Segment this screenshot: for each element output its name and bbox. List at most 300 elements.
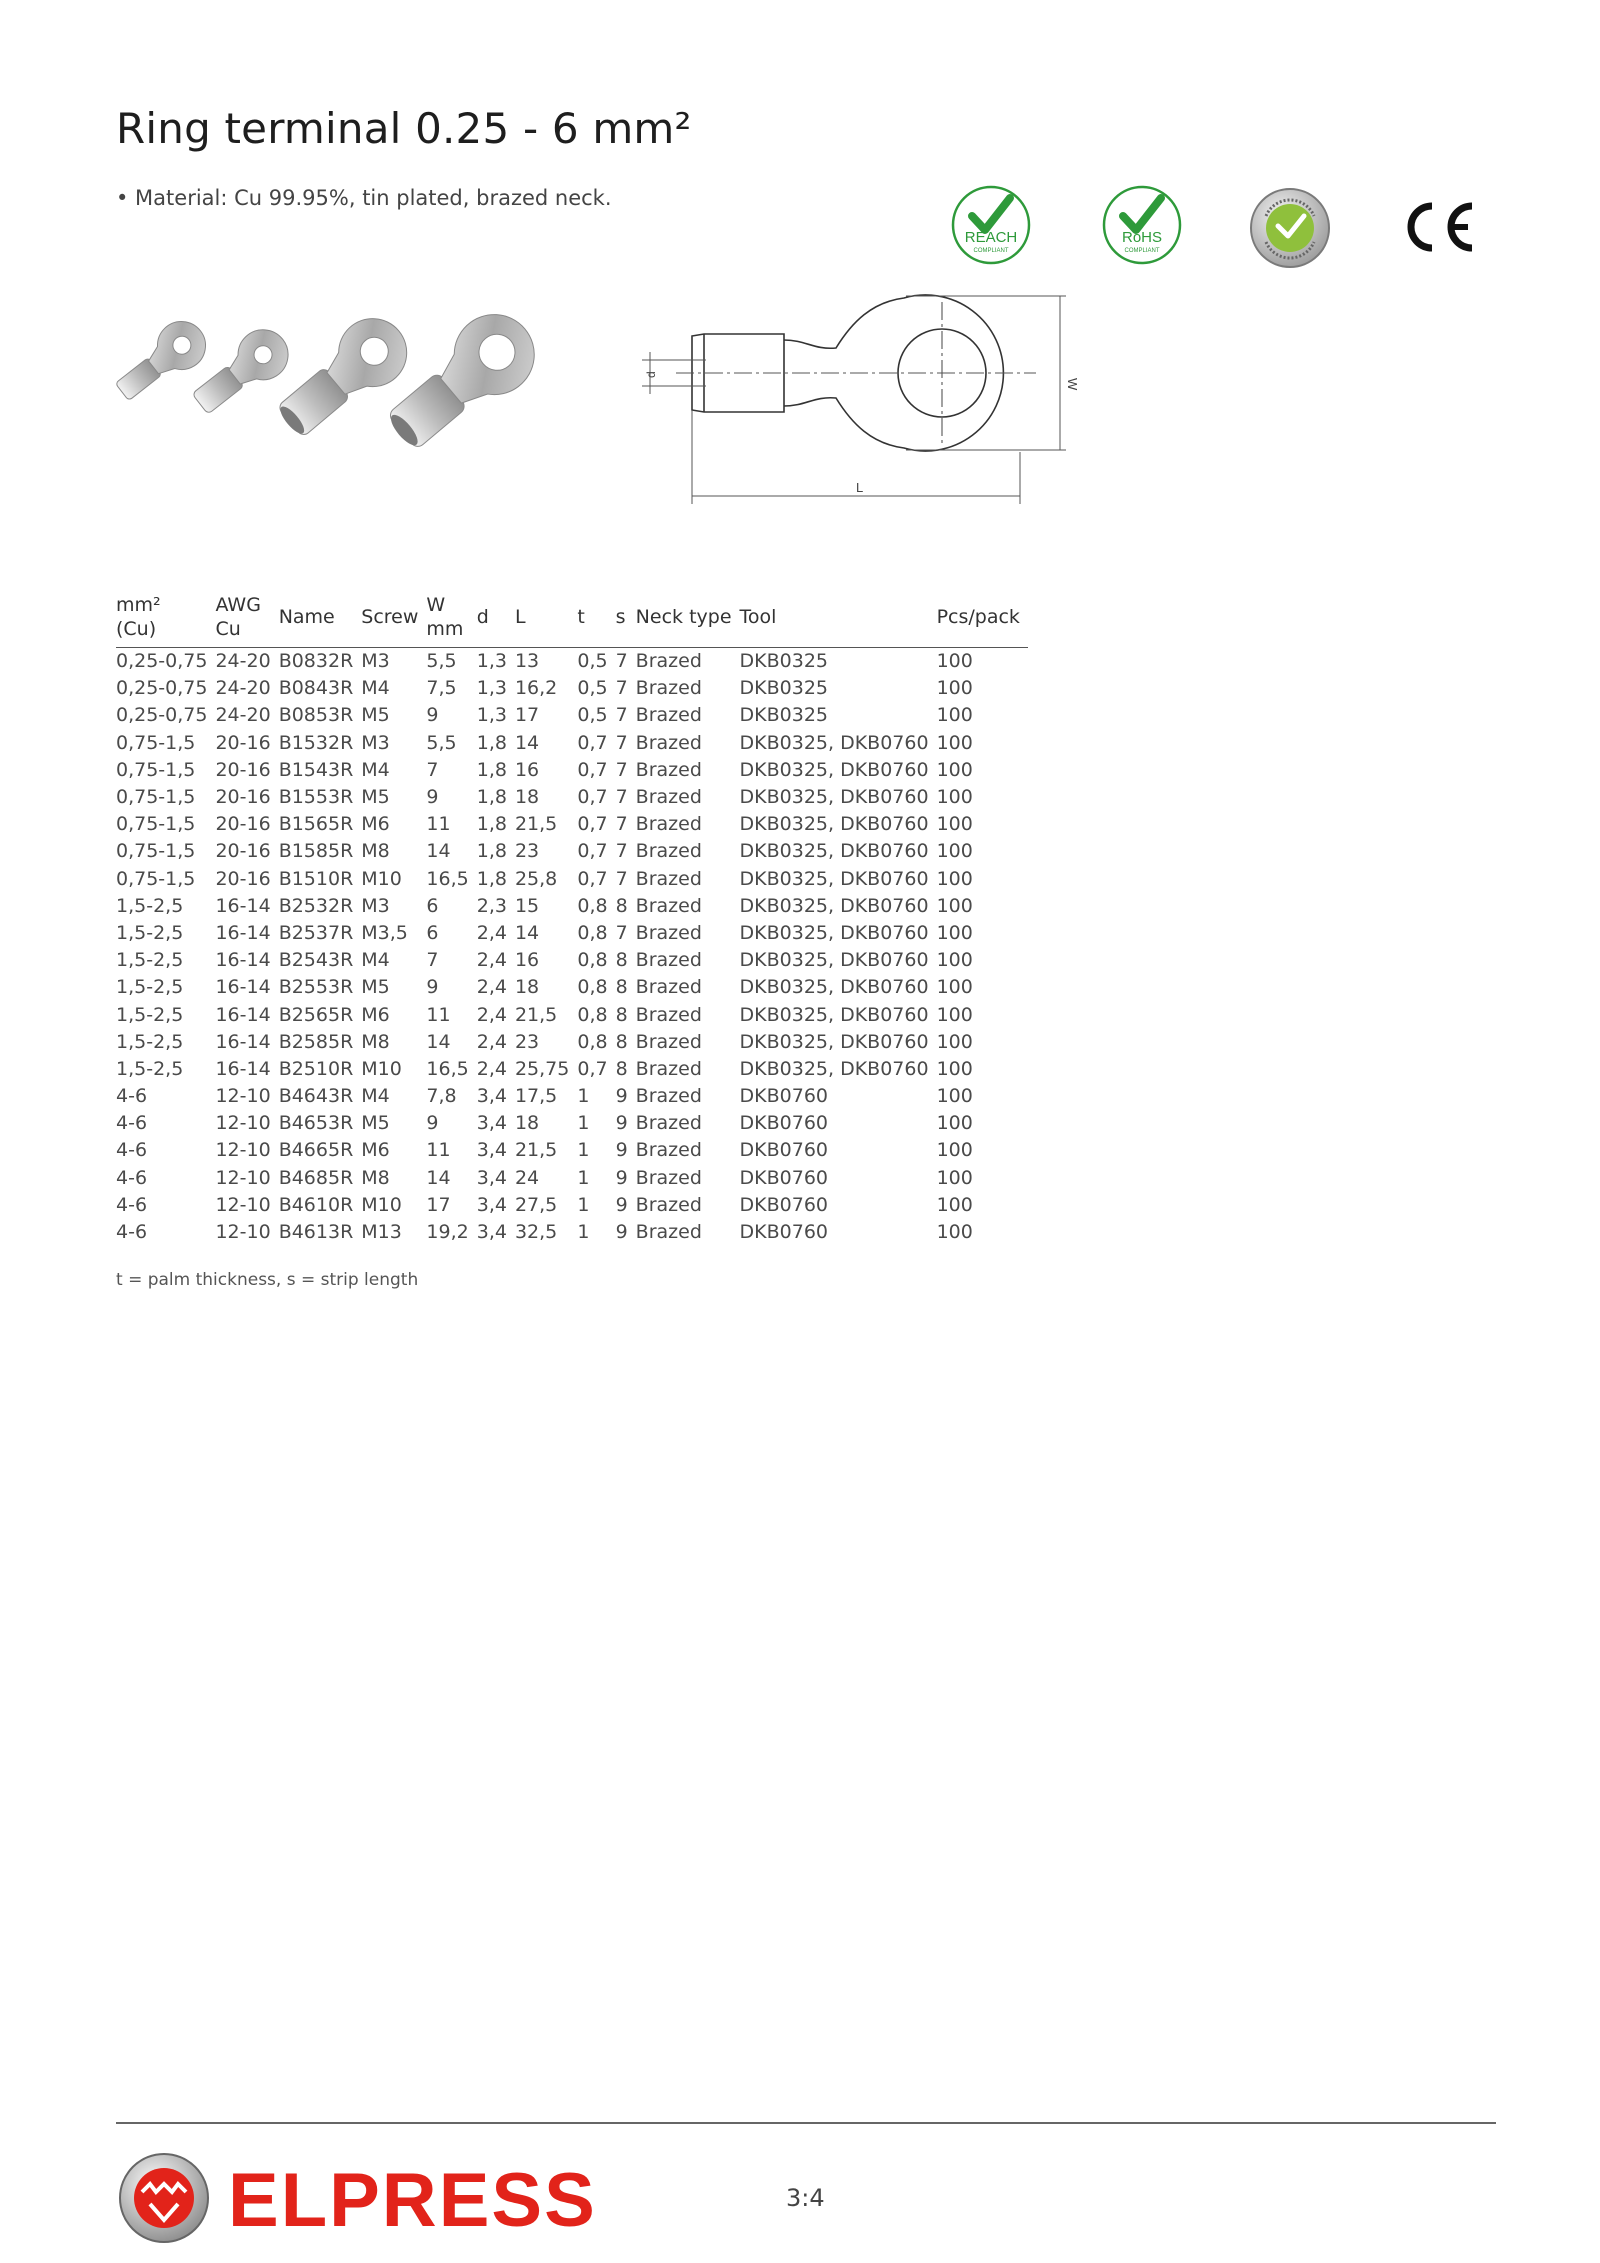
table-cell: 9 [426,704,439,727]
column-header-text: Screw [361,606,419,628]
table-cell: 2,4 [476,1057,507,1080]
table-cell: 100 [936,1193,973,1216]
table-cell: B1565R [278,813,354,836]
table-cell: 100 [936,949,973,972]
table-cell: Brazed [635,1193,702,1216]
table-cell: 23 [514,1030,540,1053]
table-cell: 11 [426,1139,451,1162]
table-cell: Brazed [635,758,702,781]
table-cell: DKB0325, DKB0760 [739,840,929,863]
table-cell: 12-10 [215,1166,271,1189]
table-cell: 20-16 [215,786,271,809]
table-cell: 4-6 [116,1139,148,1162]
table-cell: 100 [936,1085,973,1108]
table-row [116,838,1028,865]
table-cell: 7 [615,786,628,809]
table-cell: 20-16 [215,813,271,836]
table-cell: Brazed [635,704,702,727]
table-cell: B0832R [278,650,354,673]
table-cell: 100 [936,921,973,944]
table-cell: M6 [361,1003,390,1026]
table-cell: M3,5 [361,921,408,944]
table-cell: 3,4 [476,1112,507,1135]
table-cell: 7 [426,949,439,972]
table-cell: 8 [615,1003,628,1026]
table-cell: 18 [514,976,540,999]
table-cell: M3 [361,731,390,754]
table-cell: 16-14 [215,1057,271,1080]
table-cell: 0,75-1,5 [116,731,196,754]
table-cell: 9 [615,1085,628,1108]
table-cell: 1,3 [476,650,507,673]
table-cell: 0,5 [577,704,608,727]
table-cell: 17 [426,1193,451,1216]
table-cell: 27,5 [514,1193,558,1216]
table-cell: 15 [514,894,540,917]
table-cell: 6 [426,921,439,944]
table-cell: 18 [514,1112,540,1135]
table-cell: 1 [577,1166,590,1189]
approval-seal-icon [1248,186,1332,270]
table-cell: 0,75-1,5 [116,786,196,809]
table-cell: 0,75-1,5 [116,758,196,781]
table-cell: B4610R [278,1193,354,1216]
table-cell: 2,3 [476,894,507,917]
table-cell: M4 [361,677,390,700]
table-cell: 13 [514,650,540,673]
page-number: 3:4 [786,2184,825,2212]
table-cell: M4 [361,949,390,972]
dim-w-label: W [1065,378,1080,391]
table-cell: 1,8 [476,867,507,890]
table-cell: 12-10 [215,1085,271,1108]
material-bullet: • Material: Cu 99.95%, tin plated, brazed neck. [116,186,612,210]
table-cell: M5 [361,786,390,809]
table-cell: 11 [426,1003,451,1026]
table-row [116,1056,1028,1083]
table-cell: 11 [426,813,451,836]
table-cell: Brazed [635,921,702,944]
table-cell: M4 [361,1085,390,1108]
table-cell: 7 [615,731,628,754]
table-cell: 12-10 [215,1112,271,1135]
column-header-text: mm² [116,594,161,616]
table-cell: 14 [514,921,540,944]
table-cell: 1,8 [476,758,507,781]
table-cell: 7 [615,677,628,700]
footer-divider [116,2122,1496,2124]
table-cell: 32,5 [514,1221,558,1244]
table-cell: 100 [936,813,973,836]
table-cell: 16,2 [514,677,558,700]
column-header-text: Cu [215,618,241,640]
table-cell: 7 [615,704,628,727]
table-cell: DKB0325 [739,677,828,700]
table-cell: Brazed [635,949,702,972]
table-cell: DKB0325, DKB0760 [739,867,929,890]
table-cell: 100 [936,1030,973,1053]
table-cell: 100 [936,731,973,754]
table-cell: Brazed [635,1166,702,1189]
table-cell: 0,7 [577,840,608,863]
column-header-text: AWG [215,594,261,616]
table-row [116,947,1028,974]
table-cell: 9 [615,1166,628,1189]
table-cell: M13 [361,1221,402,1244]
table-cell: Brazed [635,1030,702,1053]
column-header-text: mm [426,618,464,640]
table-cell: 16-14 [215,1003,271,1026]
column-header-text: (Cu) [116,618,157,640]
table-cell: 8 [615,1030,628,1053]
table-cell: Brazed [635,1112,702,1135]
table-cell: 16-14 [215,976,271,999]
brand-name: ELPRESS [228,2158,597,2243]
table-cell: 12-10 [215,1139,271,1162]
table-header-row [116,593,1028,648]
table-row [116,1083,1028,1110]
table-cell: Brazed [635,650,702,673]
table-cell: 17,5 [514,1085,558,1108]
table-cell: 0,7 [577,758,608,781]
column-header [515,593,577,648]
table-row [116,1165,1028,1192]
table-cell: B4653R [278,1112,354,1135]
table-cell: 16-14 [215,894,271,917]
table-cell: 4-6 [116,1112,148,1135]
table-cell: Brazed [635,813,702,836]
table-cell: Brazed [635,1139,702,1162]
table-cell: 25,8 [514,867,558,890]
table-row [116,811,1028,838]
table-cell: B2543R [278,949,354,972]
reach-compliant-badge [950,184,1032,266]
column-header [361,593,426,648]
table-cell: 2,4 [476,1003,507,1026]
table-cell: 4-6 [116,1193,148,1216]
table-cell: 1,5-2,5 [116,894,184,917]
ring-terminals-photo [112,282,592,452]
table-cell: 3,4 [476,1139,507,1162]
column-header [577,593,615,648]
dim-d-label: d [644,371,658,378]
table-cell: 6 [426,894,439,917]
spec-table [116,593,1028,1246]
table-cell: 0,8 [577,976,608,999]
table-cell: 0,8 [577,921,608,944]
table-cell: Brazed [635,1085,702,1108]
table-cell: 0,7 [577,813,608,836]
table-cell: M10 [361,1193,402,1216]
table-cell: 100 [936,1112,973,1135]
table-cell: 9 [615,1112,628,1135]
table-cell: 0,75-1,5 [116,840,196,863]
table-cell: 18 [514,786,540,809]
table-cell: 23 [514,840,540,863]
table-cell: 0,8 [577,1003,608,1026]
table-cell: DKB0760 [739,1085,828,1108]
table-cell: Brazed [635,894,702,917]
table-cell: 4-6 [116,1085,148,1108]
table-row [116,866,1028,893]
table-cell: 16-14 [215,921,271,944]
table-cell: DKB0325, DKB0760 [739,1003,929,1026]
column-header-text: Name [278,606,335,628]
table-cell: 1,8 [476,840,507,863]
table-cell: B0843R [278,677,354,700]
table-footnote: t = palm thickness, s = strip length [116,1270,419,1290]
table-cell: DKB0760 [739,1112,828,1135]
table-cell: 1,3 [476,704,507,727]
table-cell: M8 [361,1166,390,1189]
table-cell: B1585R [278,840,354,863]
table-cell: Brazed [635,1057,702,1080]
dim-l-label: L [856,480,864,495]
table-cell: DKB0325, DKB0760 [739,813,929,836]
table-cell: 0,7 [577,786,608,809]
table-cell: 3,4 [476,1166,507,1189]
table-cell: M5 [361,976,390,999]
table-cell: 7 [615,650,628,673]
table-cell: 20-16 [215,758,271,781]
table-cell: 24-20 [215,704,271,727]
column-header [937,593,1028,648]
table-row [116,1110,1028,1137]
table-cell: 2,4 [476,976,507,999]
table-cell: 0,25-0,75 [116,704,208,727]
table-row [116,757,1028,784]
table-cell: B4665R [278,1139,354,1162]
column-header-text: Pcs/pack [936,606,1020,628]
table-cell: DKB0325, DKB0760 [739,758,929,781]
table-cell: 5,5 [426,731,457,754]
table-cell: 20-16 [215,731,271,754]
table-cell: 8 [615,1057,628,1080]
table-cell: 1 [577,1139,590,1162]
column-header-text: Neck type [635,606,732,628]
table-cell: 100 [936,650,973,673]
table-cell: 19,2 [426,1221,469,1244]
table-cell: 0,5 [577,677,608,700]
table-cell: 7 [615,867,628,890]
table-cell: 100 [936,894,973,917]
table-cell: M5 [361,704,390,727]
table-cell: M6 [361,813,390,836]
table-cell: 1,5-2,5 [116,1030,184,1053]
table-cell: 7 [615,813,628,836]
table-cell: M8 [361,840,390,863]
table-row [116,675,1028,702]
table-row [116,974,1028,1001]
table-cell: 2,4 [476,1030,507,1053]
table-cell: 7 [426,758,439,781]
column-header-text: t [577,606,585,628]
table-cell: 0,7 [577,731,608,754]
table-cell: 24-20 [215,650,271,673]
table-cell: 16-14 [215,949,271,972]
column-header [740,593,937,648]
table-cell: DKB0325 [739,650,828,673]
table-cell: 7,5 [426,677,457,700]
table-cell: 14 [426,840,451,863]
table-row [116,702,1028,729]
table-cell: DKB0325, DKB0760 [739,731,929,754]
column-header [616,593,636,648]
table-cell: 100 [936,976,973,999]
table-cell: M3 [361,894,390,917]
table-cell: 21,5 [514,1139,558,1162]
table-cell: B2553R [278,976,354,999]
table-cell: 2,4 [476,921,507,944]
table-cell: 3,4 [476,1085,507,1108]
column-header-text: L [514,606,526,628]
table-cell: 0,8 [577,894,608,917]
table-cell: 1 [577,1193,590,1216]
table-cell: B4613R [278,1221,354,1244]
table-cell: 17 [514,704,540,727]
table-row [116,648,1028,676]
table-cell: 16-14 [215,1030,271,1053]
table-cell: M4 [361,758,390,781]
table-cell: 0,7 [577,867,608,890]
ring-terminal-drawing [636,282,1096,512]
table-cell: 20-16 [215,867,271,890]
elpress-logo [116,2148,636,2248]
table-cell: DKB0325, DKB0760 [739,921,929,944]
table-cell: 9 [426,976,439,999]
column-header [636,593,740,648]
table-cell: B4685R [278,1166,354,1189]
table-cell: 100 [936,1221,973,1244]
rohs-label: RoHS [1121,229,1163,246]
column-header [477,593,515,648]
table-cell: 24 [514,1166,540,1189]
table-row [116,1137,1028,1164]
table-cell: 100 [936,840,973,863]
column-header-text: Tool [739,606,777,628]
table-cell: B2532R [278,894,354,917]
table-cell: 1,5-2,5 [116,949,184,972]
table-cell: 3,4 [476,1193,507,1216]
table-cell: 100 [936,786,973,809]
table-cell: 0,7 [577,1057,608,1080]
reach-label: REACH [964,229,1018,246]
table-cell: 9 [426,1112,439,1135]
table-cell: M10 [361,1057,402,1080]
table-cell: 100 [936,1166,973,1189]
table-cell: Brazed [635,976,702,999]
table-cell: 0,5 [577,650,608,673]
table-cell: DKB0325, DKB0760 [739,976,929,999]
table-cell: 16 [514,758,540,781]
table-cell: 100 [936,1057,973,1080]
table-cell: B2565R [278,1003,354,1026]
table-row [116,784,1028,811]
table-cell: Brazed [635,731,702,754]
table-cell: B2510R [278,1057,354,1080]
reach-sub: COMPLIANT [973,248,1009,254]
column-header [215,593,278,648]
table-cell: 7 [615,921,628,944]
column-header [279,593,362,648]
table-cell: 1,3 [476,677,507,700]
table-cell: M3 [361,650,390,673]
table-cell: 21,5 [514,813,558,836]
table-cell: 1 [577,1221,590,1244]
table-cell: 16,5 [426,1057,469,1080]
table-cell: 0,75-1,5 [116,867,196,890]
table-cell: 9 [615,1221,628,1244]
table-cell: 3,4 [476,1221,507,1244]
table-cell: Brazed [635,786,702,809]
table-cell: DKB0325, DKB0760 [739,1030,929,1053]
table-cell: 100 [936,677,973,700]
table-cell: DKB0760 [739,1193,828,1216]
table-cell: 2,4 [476,949,507,972]
table-cell: 4-6 [116,1166,148,1189]
table-cell: 8 [615,894,628,917]
table-cell: B1553R [278,786,354,809]
table-cell: 20-16 [215,840,271,863]
table-cell: DKB0760 [739,1221,828,1244]
table-cell: 8 [615,949,628,972]
table-cell: 9 [615,1139,628,1162]
table-row [116,1001,1028,1028]
table-cell: 100 [936,1003,973,1026]
table-cell: 1,5-2,5 [116,1057,184,1080]
table-cell: 1,5-2,5 [116,921,184,944]
table-cell: 16 [514,949,540,972]
rohs-sub: COMPLIANT [1124,248,1160,254]
table-cell: 14 [426,1030,451,1053]
table-cell: Brazed [635,867,702,890]
column-header-text: s [615,606,626,628]
table-cell: 5,5 [426,650,457,673]
column-header-text: d [476,606,489,628]
table-cell: DKB0325, DKB0760 [739,1057,929,1080]
table-cell: 9 [615,1193,628,1216]
ce-mark-icon [1398,196,1480,258]
table-row [116,1192,1028,1219]
table-cell: B2585R [278,1030,354,1053]
table-cell: 100 [936,1139,973,1162]
table-cell: 1,5-2,5 [116,1003,184,1026]
table-cell: 9 [426,786,439,809]
table-row [116,1219,1028,1246]
table-cell: 1 [577,1085,590,1108]
table-cell: 0,75-1,5 [116,813,196,836]
table-cell: 1 [577,1112,590,1135]
table-cell: B2537R [278,921,354,944]
table-cell: Brazed [635,677,702,700]
table-cell: 8 [615,976,628,999]
table-row [116,893,1028,920]
table-cell: Brazed [635,1221,702,1244]
table-cell: 1,8 [476,786,507,809]
table-cell: 0,8 [577,949,608,972]
table-cell: M10 [361,867,402,890]
table-row [116,730,1028,757]
table-cell: M6 [361,1139,390,1162]
table-cell: DKB0760 [739,1139,828,1162]
table-cell: DKB0760 [739,1166,828,1189]
table-cell: Brazed [635,840,702,863]
table-cell: 7,8 [426,1085,457,1108]
table-cell: 24-20 [215,677,271,700]
table-cell: 0,25-0,75 [116,650,208,673]
table-cell: 4-6 [116,1221,148,1244]
rohs-compliant-badge [1101,184,1183,266]
